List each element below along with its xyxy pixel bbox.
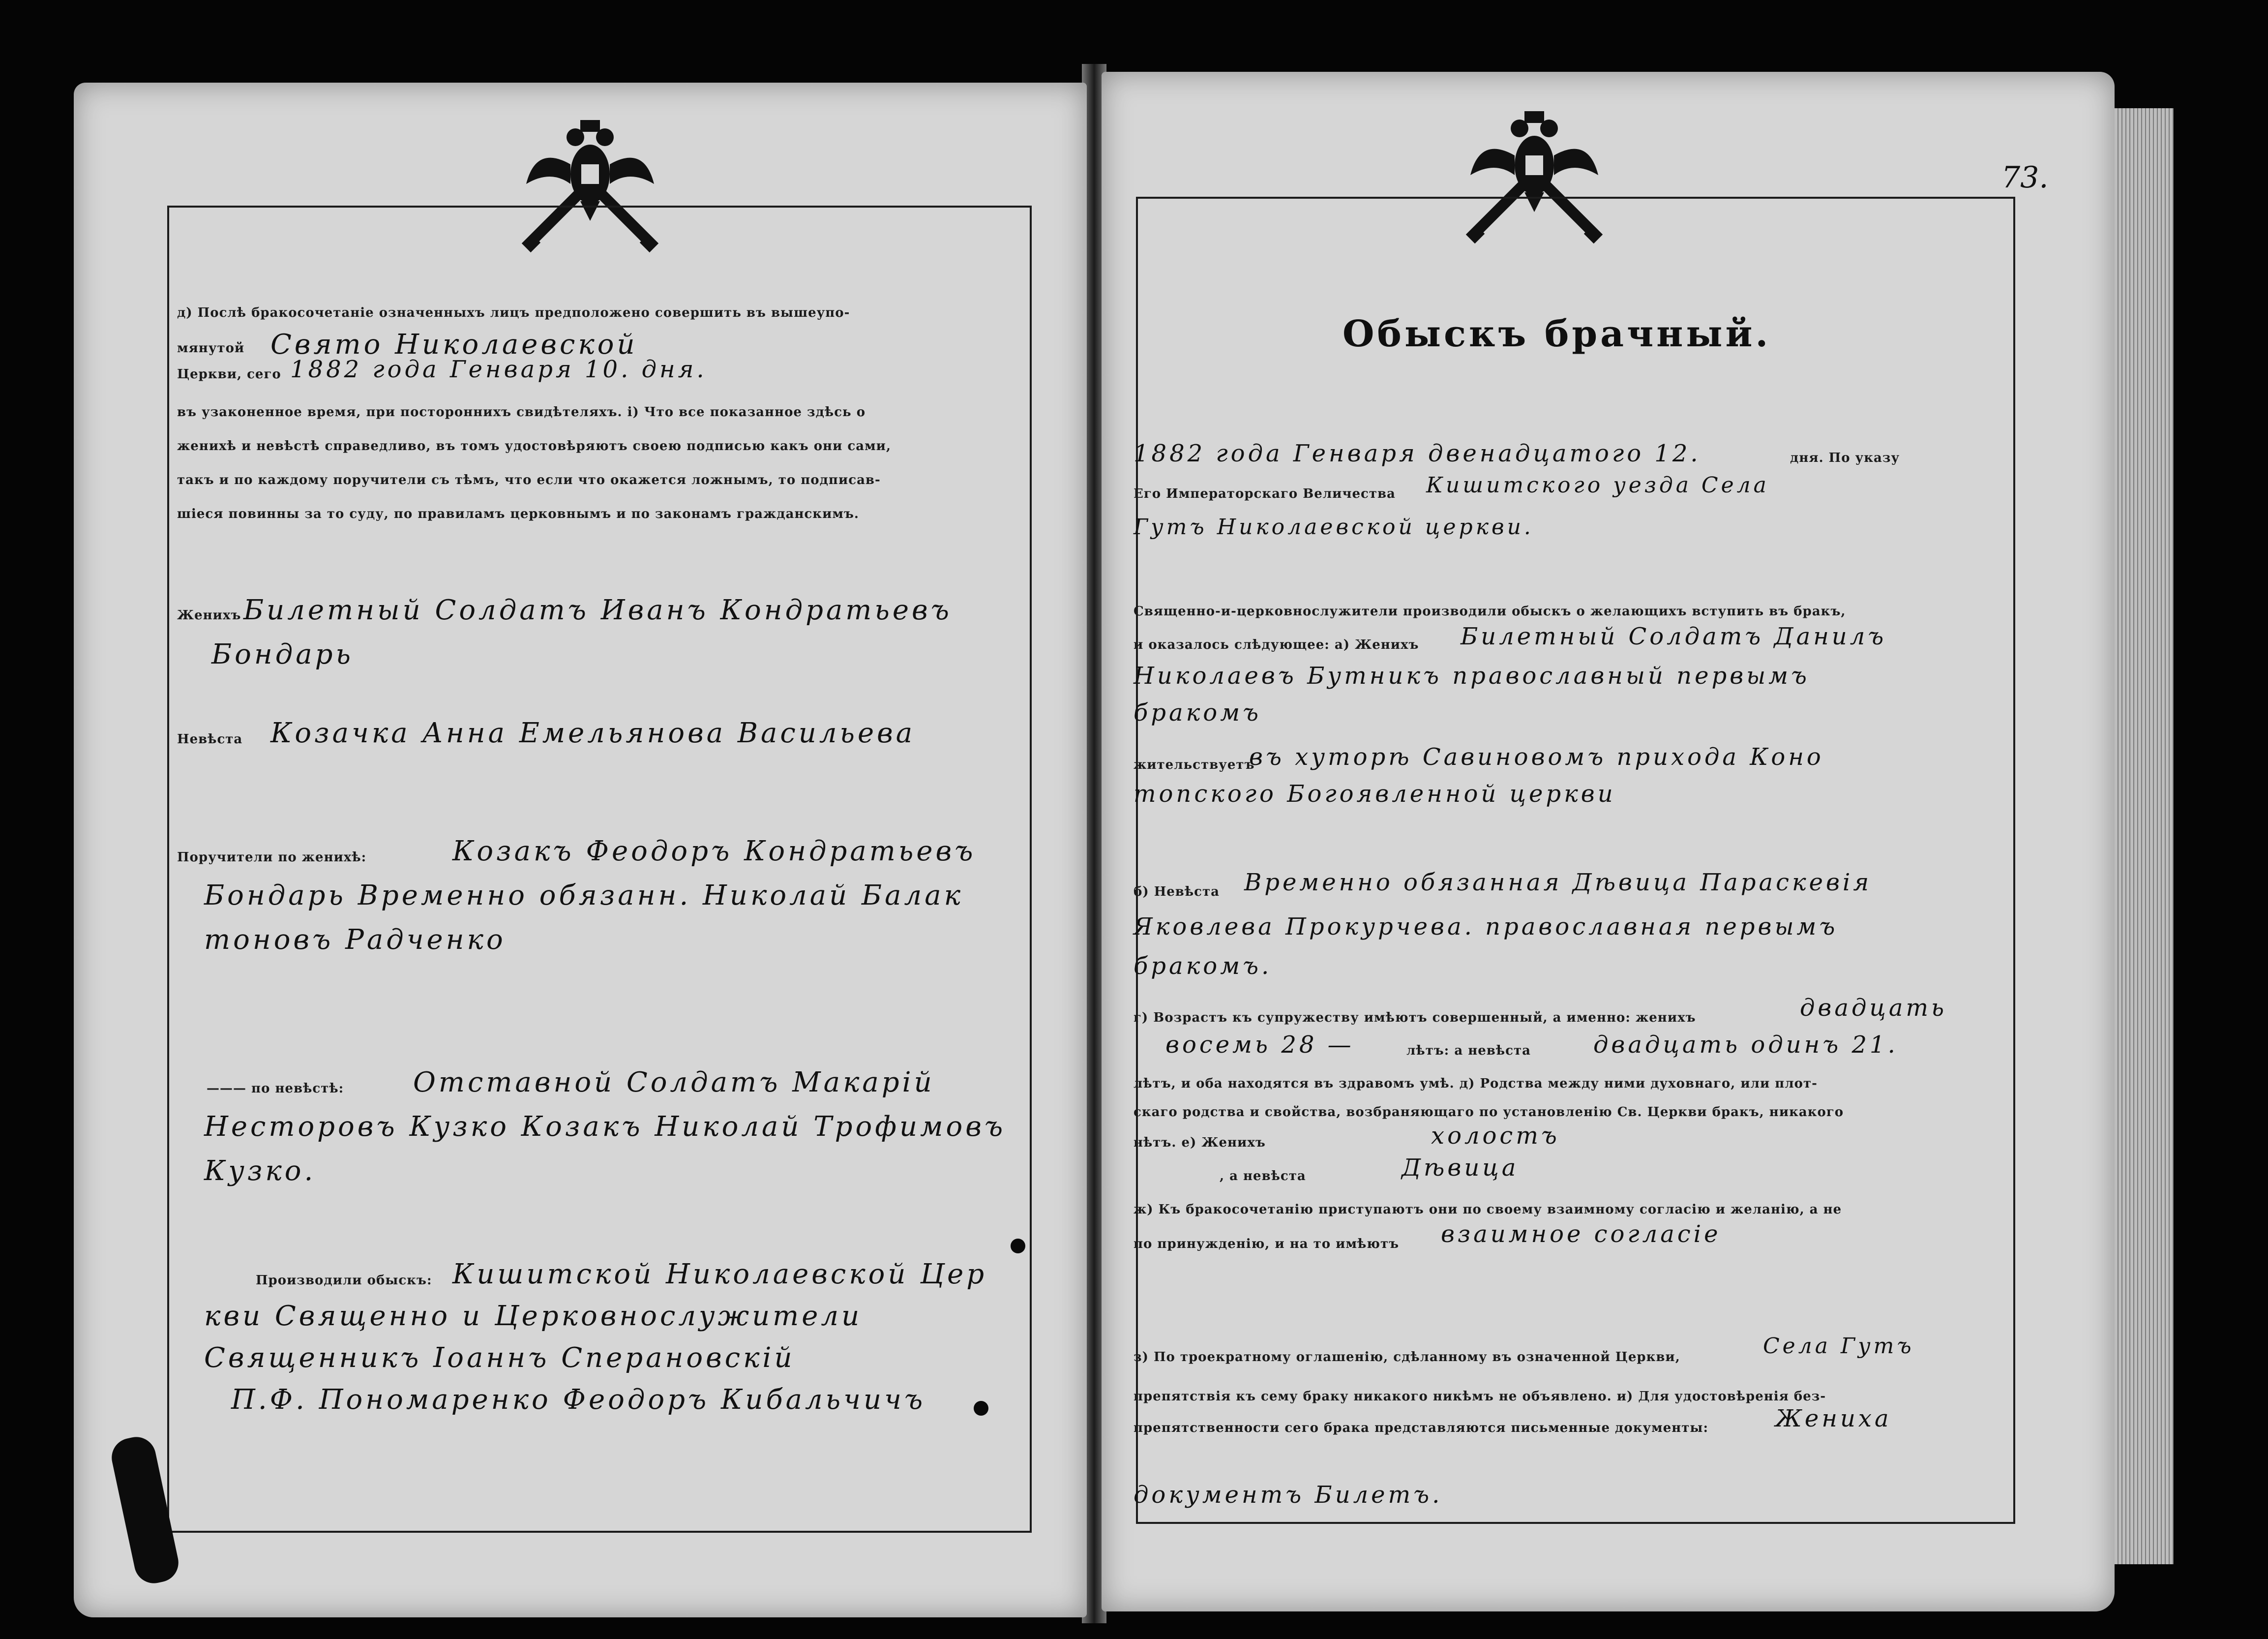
guarantor-groom-hand-3: тоновъ Радченко (204, 924, 506, 956)
right-hand-documents: Жениха (1775, 1405, 1892, 1432)
left-print-line-1: д) Послѣ бракосочетаніе означенныхъ лицъ предположено совершить въ вышеупо- (177, 305, 850, 320)
conducted-hand-3: Священникъ Іоаннъ Сперановскій (204, 1342, 795, 1374)
right-hand-church: Гутъ Николаевской церкви. (1134, 515, 1534, 540)
left-print-line-2: мянутой (177, 341, 245, 356)
conducted-hand-2: кви Священно и Церковнослужители (204, 1300, 863, 1332)
guarantor-bride-hand-3: Кузко. (204, 1155, 316, 1187)
right-hand-groom-3: бракомъ (1134, 699, 1261, 727)
guarantor-groom-hand-2: Бондарь Временно обязанн. Николай Балак (204, 880, 964, 911)
left-print-line-7: шiеся повинны за то суду, по правиламъ церковнымъ и по законамъ гражданскимъ. (177, 507, 859, 521)
left-print-line-5: женихѣ и невѣстѣ справедливо, въ томъ удостовѣряютъ своею подписью какъ они сами, (177, 439, 892, 454)
guarantor-bride-hand: Отставной Солдатъ Макарій (413, 1066, 935, 1098)
right-hand-groom-age-2: восемь 28 — (1165, 1031, 1354, 1059)
right-print-line-5: и оказалось слѣдующее: а) Женихъ (1134, 637, 1419, 652)
left-print-line-3: Церкви, сего (177, 367, 281, 382)
right-hand-residence: въ хуторѣ Савиновомъ прихода Коно (1249, 743, 1824, 771)
right-print-line-4: Священно-и-церковнослужители производили обыскъ о желающихъ вступить въ бракъ, (1134, 604, 1846, 619)
right-print-line-16: скаго родства и свойства, возбраняющаго по установленію Св. Церкви бракъ, никакого (1134, 1105, 1844, 1120)
right-print-line-10: б) Невѣста (1134, 884, 1220, 899)
right-hand-groom-status: холостъ (1431, 1122, 1560, 1150)
groom-label: Женихъ (177, 608, 241, 623)
printed-border (1136, 197, 2015, 1524)
right-hand-village: Села Гутъ (1763, 1334, 1914, 1359)
right-page (1102, 72, 2115, 1611)
right-hand-bride: Временно обязанная Дѣвица Параскевія (1244, 869, 1872, 896)
page-title: Обыскъ брачный. (1343, 313, 1771, 355)
guarantor-bride-label: ——— по невѣстѣ: (207, 1081, 344, 1096)
right-print-line-14: лѣтъ: а невѣста (1406, 1043, 1531, 1058)
right-print-line-1: дня. По указу (1790, 451, 1900, 465)
right-hand-bride-age: двадцать одинъ 21. (1593, 1031, 1898, 1059)
right-print-line-8: жительствуетъ (1134, 758, 1255, 772)
right-print-line-21: з) По троекратному оглашенію, сдѣланному въ означенной Церкви, (1134, 1350, 1680, 1365)
conducted-hand: Кишитской Николаевской Цер (452, 1258, 987, 1290)
left-print-line-6: такъ и по каждому поручители съ тѣмъ, что если что окажется ложнымъ, то подписав- (177, 473, 881, 487)
right-print-line-23: препятственности сего брака представляются письменные документы: (1134, 1421, 1709, 1435)
right-hand-consent: взаимное согласіе (1441, 1220, 1721, 1248)
page-edges (2115, 108, 2174, 1564)
right-hand-groom-age: двадцать (1800, 994, 1947, 1022)
right-hand-residence-2: топского Богоявленной церкви (1134, 780, 1616, 808)
right-hand-uezd: Кишитского уезда Села (1426, 473, 1769, 498)
page-number: 73. (2001, 160, 2049, 195)
conducted-hand-4: П.Ф. Пономаренко Феодоръ Кибальчичъ (231, 1384, 926, 1416)
ink-blot (1011, 1239, 1025, 1253)
right-hand-bride-2: Яковлева Прокурчева. православная первымъ (1134, 913, 1838, 941)
guarantor-groom-hand: Козакъ Феодоръ Кондратьевъ (452, 835, 976, 867)
conducted-label: Производили обыскъ: (256, 1273, 432, 1288)
groom-hand-surname: Бондарь (211, 638, 354, 670)
right-hand-bride-3: бракомъ. (1134, 952, 1272, 980)
left-hand-church-name: Свято Николаевской (270, 329, 638, 361)
right-hand-groom-2: Николаевъ Бутникъ православный первымъ (1134, 662, 1810, 690)
right-hand-groom: Билетный Солдатъ Данилъ (1461, 623, 1887, 650)
right-print-line-15: лѣтъ, и оба находятся въ здравомъ умѣ. д) Родства между ними духовнаго, или плот- (1134, 1076, 1818, 1091)
right-hand-date: 1882 года Генваря двенадцатого 12. (1134, 440, 1701, 467)
guarantor-bride-hand-2: Несторовъ Кузко Козакъ Николай Трофимовъ (204, 1111, 1006, 1143)
right-print-line-19: ж) Къ бракосочетанію приступаютъ они по своему взаимному согласію и желанію, а не (1134, 1202, 1842, 1217)
right-print-line-18: , а невѣста (1220, 1169, 1306, 1184)
right-print-line-22: препятствія къ сему браку никакого никѣмъ не объявлено. и) Для удостовѣренія без- (1134, 1389, 1826, 1404)
bride-label: Невѣста (177, 732, 243, 747)
right-print-line-20: по принужденію, и на то имѣютъ (1134, 1237, 1400, 1251)
ink-blot (974, 1401, 988, 1416)
left-page (74, 83, 1087, 1617)
right-print-line-2: Его Императорскаго Величества (1134, 486, 1396, 501)
guarantor-groom-label: Поручители по женихѣ: (177, 850, 367, 865)
right-print-line-17: нѣтъ. е) Женихъ (1134, 1135, 1266, 1150)
right-print-line-13: г) Возрастъ къ супружеству имѣютъ совершенный, а именно: женихъ (1134, 1010, 1696, 1025)
groom-hand: Билетный Солдатъ Иванъ Кондратьевъ (243, 594, 952, 626)
right-hand-bride-status: Дѣвица (1402, 1154, 1519, 1182)
left-print-line-4: въ узаконенное время, при постороннихъ свидѣтеляхъ. i) Что все показанное здѣсь о (177, 405, 866, 420)
bride-hand: Козачка Анна Емельянова Васильева (270, 717, 916, 749)
left-hand-date: 1882 года Генваря 10. дня. (290, 356, 707, 383)
right-hand-documents-2: документъ Билетъ. (1134, 1481, 1443, 1509)
